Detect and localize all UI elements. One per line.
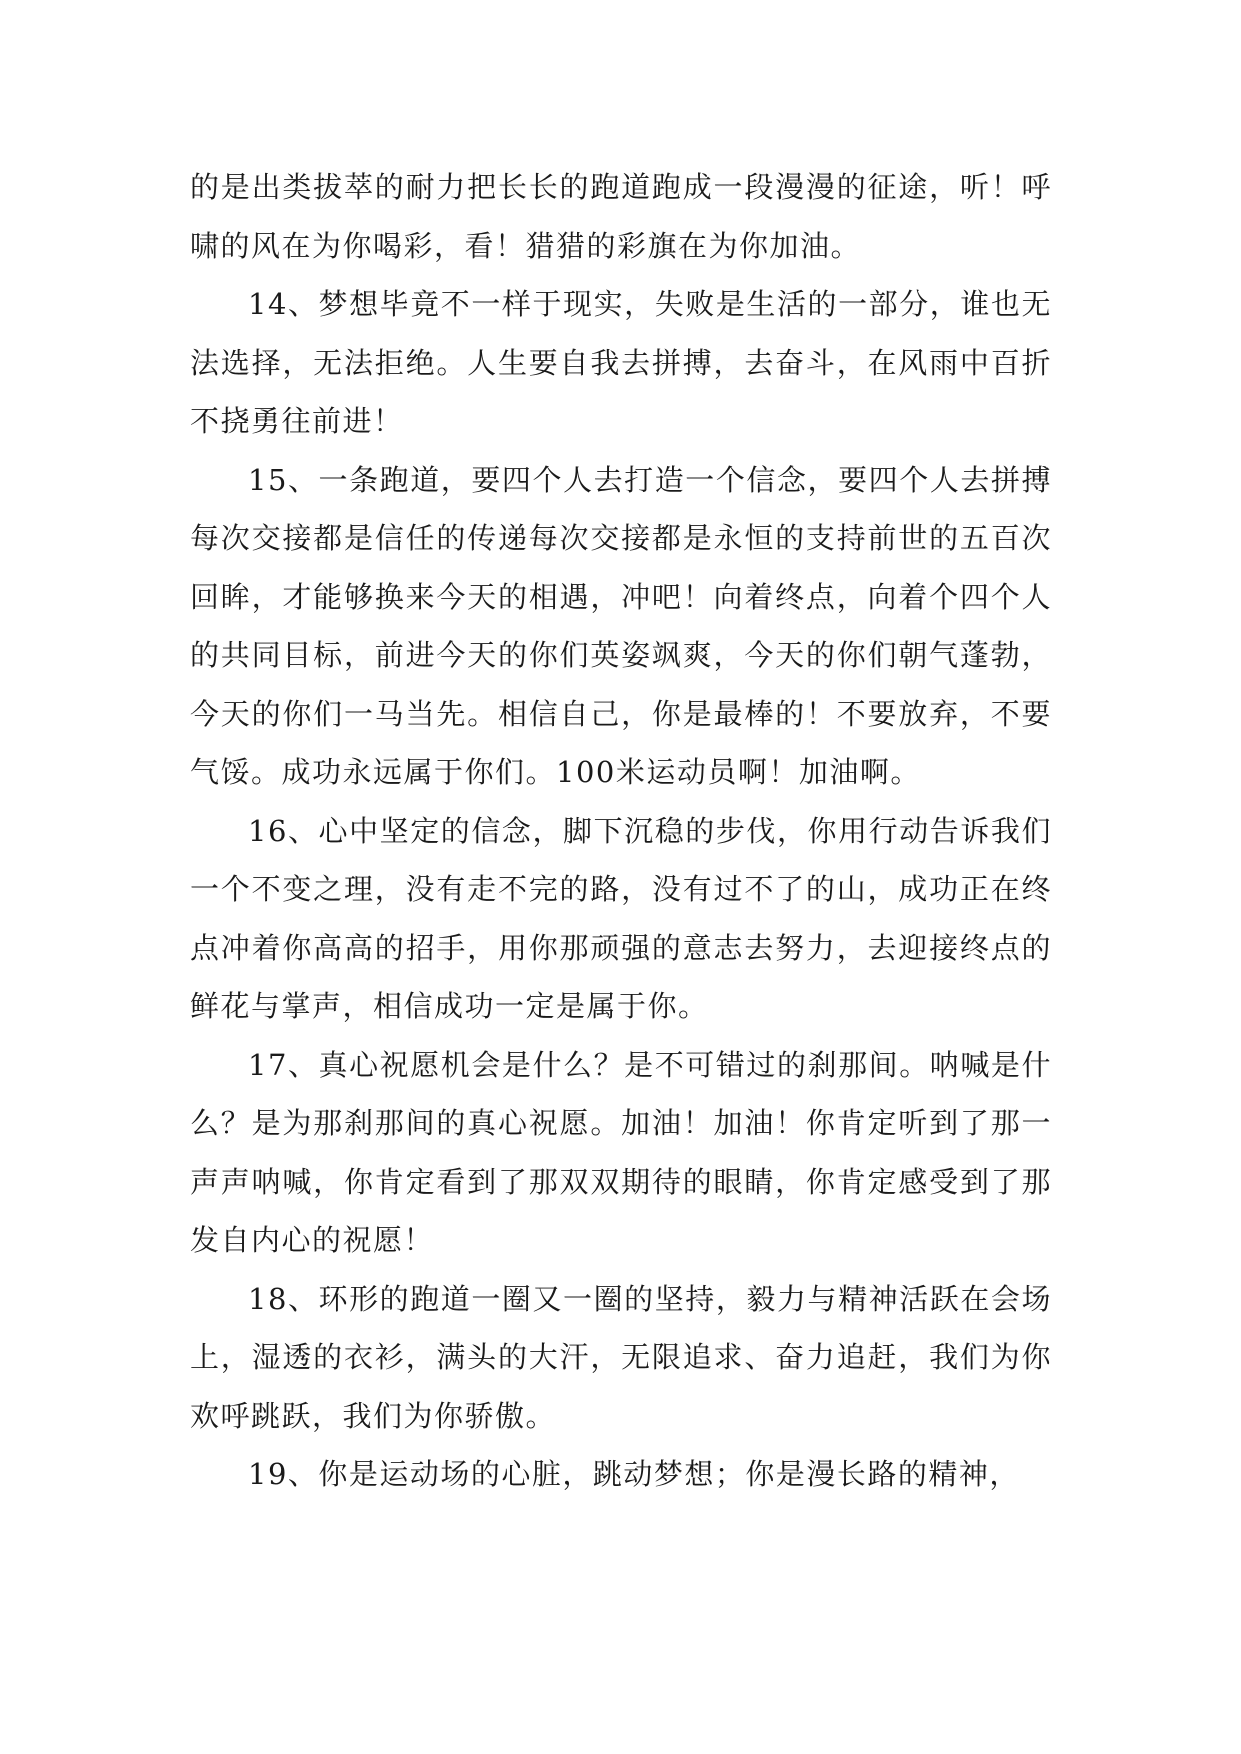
paragraph-16: 16、心中坚定的信念，脚下沉稳的步伐，你用行动告诉我们一个不变之理，没有走不完的路，没有过不了的山，成功正在终点冲着你高高的招手，用你那顽强的意志去努力，去迎接终点的鲜花与掌声，相信成功一定是属于你。	[190, 813, 1052, 1023]
paragraph-15: 15、一条跑道，要四个人去打造一个信念，要四个人去拼搏每次交接都是信任的传递每次交接都是永恒的支持前世的五百次回眸，才能够换来今天的相遇，冲吧！向着终点，向着个四个人的共同目标，前进今天的你们英姿飒爽，今天的你们朝气蓬勃，今天的你们一马当先。相信自己，你是最棒的！不要放弃，不要气馁。成功永远属于你们。100米运动员啊！加油啊。	[190, 462, 1052, 789]
document-body	[190, 158, 1052, 1504]
paragraph-13-continued: 的是出类拔萃的耐力把长长的跑道跑成一段漫漫的征途，听！呼啸的风在为你喝彩，看！猎猎的彩旗在为你加油。	[190, 170, 1052, 263]
paragraph-19: 19、你是运动场的心脏，跳动梦想；你是漫长路的精神，	[248, 1457, 1020, 1491]
paragraph-18: 18、环形的跑道一圈又一圈的坚持，毅力与精神活跃在会场上，湿透的衣衫，满头的大汗，无限追求、奋力追赶，我们为你欢呼跳跃，我们为你骄傲。	[190, 1281, 1052, 1433]
paragraph-14: 14、梦想毕竟不一样于现实，失败是生活的一部分，谁也无法选择，无法拒绝。人生要自我去拼搏，去奋斗，在风雨中百折不挠勇往前进！	[190, 287, 1052, 438]
paragraph-17: 17、真心祝愿机会是什么？是不可错过的刹那间。呐喊是什么？是为那刹那间的真心祝愿。加油！加油！你肯定听到了那一声声呐喊，你肯定看到了那双双期待的眼睛，你肯定感受到了那发自内心的祝愿！	[190, 1047, 1052, 1257]
